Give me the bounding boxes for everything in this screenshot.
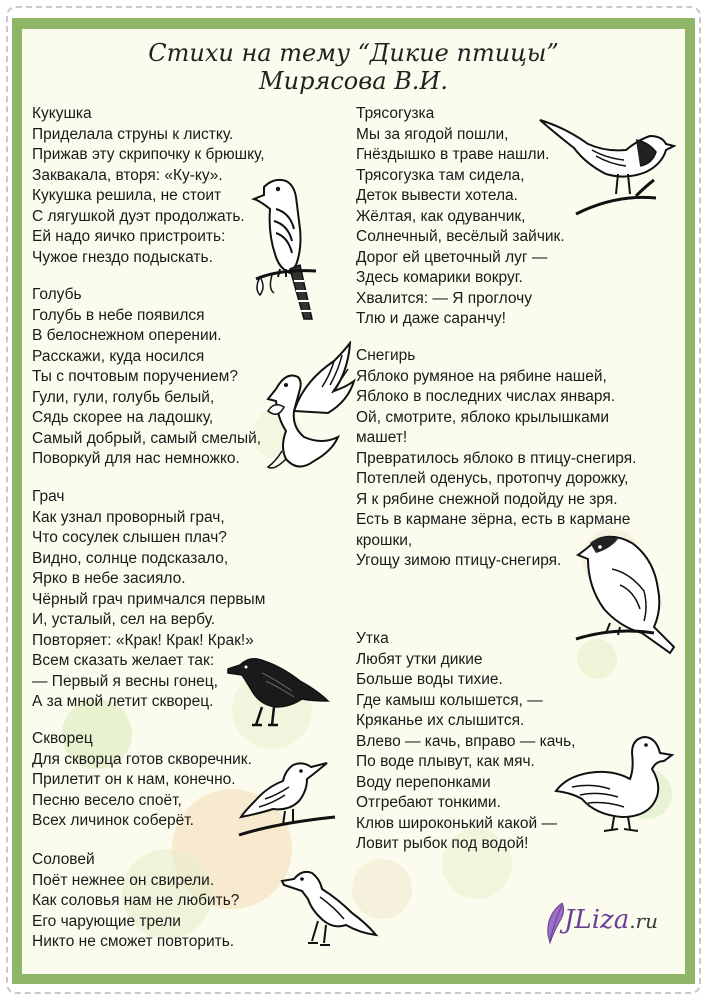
poem-line: Чёрный грач примчался первым (32, 590, 266, 608)
poem-heading: Утка (356, 630, 389, 647)
poem-line: Ой, смотрите, яблоко крылышками (356, 408, 610, 426)
poem-line: крошки, (356, 531, 413, 549)
title-line-1: Стихи на тему “Дикие птицы” (148, 39, 559, 67)
poem-line: И, усталый, сел на вербу. (32, 611, 216, 628)
cuckoo-icon (250, 169, 330, 329)
poem-line: Повторяет: «Крак! Крак! Крак!» (32, 631, 254, 649)
poem-line: Ты с почтовым поручением? (32, 368, 238, 385)
poem-line: Заквакала, вторя: «Ку-ку». (32, 166, 223, 184)
poem-line: Ярко в небе засияло. (32, 570, 186, 587)
dove-icon (264, 341, 364, 481)
poem-line: Для скворца готов скворечник. (32, 750, 252, 768)
poem-line: Превратилось яблоко в птицу-снегиря. (356, 449, 637, 467)
poem-line: Яблоко в последних числах января. (356, 388, 616, 405)
poem-line: Отгребают тонкими. (356, 794, 501, 811)
poem-line: Видно, солнце подсказало, (32, 549, 229, 567)
poem-heading: Снегирь (356, 347, 416, 364)
poem-line: По воде плывут, как мяч. (356, 753, 535, 770)
poem-heading: Соловей (32, 851, 95, 868)
wagtail-icon (536, 114, 676, 224)
poem-line: Песню весело споёт, (32, 791, 182, 809)
poem-golub (32, 285, 261, 470)
poem-line: Всех личинок соберёт. (32, 812, 194, 829)
poem-line: Ловит рыбок под водой! (356, 835, 529, 852)
poem-line: Влево — качь, вправо — качь, (356, 732, 576, 750)
poem-utka (356, 629, 575, 855)
poem-heading: Скворец (32, 730, 93, 747)
poem-line: В белоснежном оперении. (32, 327, 222, 344)
poem-line: Солнечный, весёлый зайчик. (356, 228, 565, 245)
poem-line: Самый добрый, самый смелый, (32, 429, 262, 447)
content-panel (22, 29, 685, 974)
poem-line: Гули, гули, голубь белый, (32, 388, 215, 406)
poem-line: Сядь скорее на ладошку, (32, 409, 214, 426)
poem-line: Хвалится: — Я проглочу (356, 289, 532, 307)
poem-line: Мы за ягодой пошли, (356, 125, 509, 143)
title-line-2: Мирясова В.И. (259, 67, 448, 95)
poem-tryasoguzka (356, 104, 565, 330)
logo-suffix: .ru (629, 909, 659, 933)
poem-line: Прилетит он к нам, конечно. (32, 771, 236, 788)
poem-line: Чужое гнездо подыскать. (32, 248, 213, 266)
poem-heading: Грач (32, 488, 65, 505)
poem-heading: Голубь (32, 286, 82, 303)
poem-line: Трясогузка там сидела, (356, 166, 525, 184)
poem-line: С лягушкой дуэт продолжать. (32, 207, 245, 225)
logo-brand: JLiza (564, 905, 630, 935)
poem-skvorets (32, 729, 252, 832)
poem-line: Любят утки дикие (356, 650, 483, 668)
poem-line: Здесь комарики вокруг. (356, 269, 523, 286)
nightingale-icon (280, 861, 380, 951)
poem-line: Дорог ей цветочный луг — (356, 248, 548, 266)
poem-line: Тлю и даже саранчу! (356, 310, 506, 327)
poem-line: Жёлтая, как одуванчик, (356, 207, 526, 225)
poem-line: Ей надо яичко пристроить: (32, 228, 226, 245)
poem-line: Расскажи, куда носился (32, 347, 205, 365)
poem-line: А за мной летит скворец. (32, 693, 214, 710)
poem-line: Кукушка решила, не стоит (32, 187, 222, 204)
poem-line: Есть в кармане зёрна, есть в кармане (356, 511, 631, 528)
poem-line: Гнёздышко в траве нашли. (356, 146, 550, 163)
poem-line: Поёт нежнее он свирели. (32, 871, 215, 889)
poem-heading: Кукушка (32, 105, 92, 122)
poem-line: машет! (356, 429, 408, 446)
poem-line: Голубь в небе появился (32, 306, 205, 324)
bullfinch-icon (574, 529, 684, 659)
poem-heading: Трясогузка (356, 105, 435, 122)
poem-line: Как соловья нам не любить? (32, 892, 240, 909)
duck-icon (552, 729, 682, 839)
poem-line: Воду перепонками (356, 773, 491, 791)
poem-line: Больше воды тихие. (356, 671, 503, 688)
poem-line: Что сосулек слышен плач? (32, 529, 227, 546)
poem-line: Угощу зимою птицу-снегиря. (356, 552, 562, 569)
poem-line: Я к рябине снежной подойду не зря. (356, 490, 618, 508)
rook-icon (222, 651, 332, 731)
poem-line: Деток вывести хотела. (356, 187, 518, 204)
poem-line: Никто не сможет повторить. (32, 933, 235, 950)
poem-line: — Первый я весны гонец, (32, 672, 218, 690)
poem-line: Прижав эту скрипочку к брюшку, (32, 146, 265, 163)
poem-line: Его чарующие трели (32, 912, 181, 930)
poem-line: Всем сказать желает так: (32, 652, 215, 669)
poem-line: Где камыш колышется, — (356, 691, 543, 709)
logo-text (564, 905, 658, 935)
poem-line: Яблоко румяное на рябине нашей, (356, 367, 607, 385)
starling-icon (237, 757, 337, 837)
poem-line: Кряканье их слышится. (356, 712, 525, 729)
poem-line: Потеплей оденусь, протопчу дорожку, (356, 470, 629, 487)
poem-line: Поворкуй для нас немножко. (32, 450, 240, 467)
poem-line: Как узнал проворный грач, (32, 508, 225, 526)
poem-line: Приделала струны к листку. (32, 125, 234, 143)
poem-kukushka (32, 104, 265, 268)
poem-line: Клюв широконький какой — (356, 814, 557, 832)
poem-solovey (32, 850, 239, 953)
site-logo (542, 901, 682, 951)
